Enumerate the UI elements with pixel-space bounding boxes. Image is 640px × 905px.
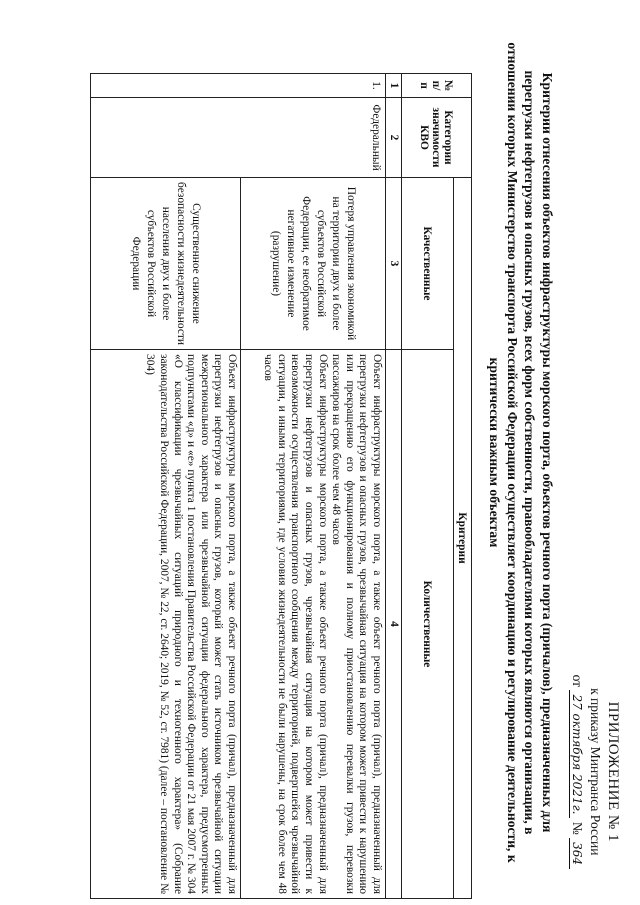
header-criteria: Критерии	[454, 178, 472, 899]
criteria-table	[90, 73, 472, 899]
header-quantitative: Количественные	[402, 350, 454, 899]
column-number-3: 3	[386, 178, 402, 350]
row-number: 1.	[91, 74, 386, 98]
appendix-block	[568, 675, 622, 869]
date-handwritten: 27 октября 2021г.	[569, 690, 584, 818]
quantitative-criterion-1b: Объект инфраструктуры морского порта, а также объект речного порта (причал), предназначенный для перегрузки нефтегрузов и опасных грузов, чрезвычайная ситуация на котором может привести к невозможности осуществления транспортного сообщения между территорией, подвергшейся чрезвычайной ситуации, и иными территориями, где условия жизнедеятельности не были нарушены, на срок более чем 48 часов	[262, 354, 329, 894]
date-prefix: от	[570, 674, 585, 688]
row-category: Федеральный	[91, 98, 386, 178]
qualitative-criterion-1: Потеря управления экономикой на территории двух и более субъектов Российской Федерации, ее необратимое негативное изменение (разрушение)	[241, 178, 386, 350]
header-category: Категории значимости КВО	[402, 98, 472, 178]
qualitative-criterion-2: Существенное снижение безопасности жизнедеятельности населения двух и более субъектов Российской Федерации	[91, 178, 241, 350]
appendix-title: ПРИЛОЖЕНИЕ № 1	[605, 701, 621, 842]
column-number-2: 2	[386, 98, 402, 178]
appendix-order-line: к приказу Минтранса России	[588, 688, 603, 856]
quantitative-criterion-1a: Объект инфраструктуры морского порта, а также объект речного порта (причал), предназначенный для перегрузки нефтегрузов и опасных грузов, чрезвычайная ситуация на котором может привести к нарушению или прекращению его функционирования и полному приостановлению перевалки грузов, перевозки пассажиров на срок более чем 48 часов	[330, 354, 383, 894]
column-number-4: 4	[386, 350, 402, 899]
quantitative-criterion-1	[241, 350, 386, 899]
column-number-1: 1	[386, 74, 402, 98]
number-prefix: №	[570, 821, 585, 835]
appendix-date-line	[568, 675, 586, 869]
document-title: Критерии отнесения объектов инфраструктуры морского порта, объектов речного порта (причалов), предназначенных для перегрузки нефтегрузов и опасных грузов, всех форм собственности, правообладателями которых являются организации, в отношении которых Министерство транспорта Российской Федерации осуществляет координацию и регулирование деятельности, к критически важным объектам	[487, 42, 555, 863]
quantitative-criterion-2: Объект инфраструктуры морского порта, а также объект речного порта (причал), предназначенный для перегрузки нефтегрузов и опасных грузов, который может стать источником чрезвычайной ситуации межрегионального характера или чрезвычайной ситуации федерального характера, предусмотренных подпунктами «д» и «е» пункта 1 постановления Правительства Российской Федерации от 21 мая 2007 г. № 304 «О классификации чрезвычайных ситуаций природного и техногенного характера» (Собрание законодательства Российской Федерации, 2007, № 22, ст. 2640; 2019, № 52, ст. 7981) (далее – постановление № 304)	[91, 350, 241, 899]
number-handwritten: 364	[569, 838, 584, 869]
header-qualitative: Качественные	[402, 178, 454, 350]
header-num: № п/п	[402, 74, 472, 98]
